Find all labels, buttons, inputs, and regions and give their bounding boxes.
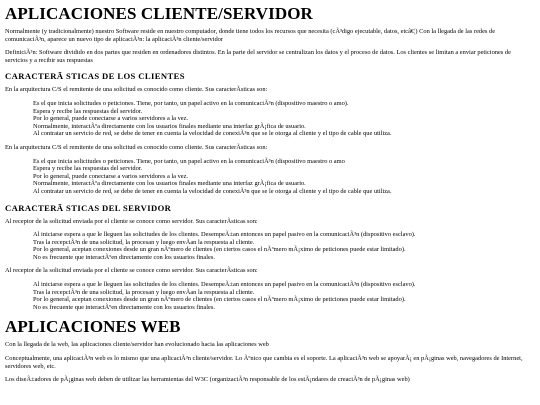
section-heading-clients: CARACTERÃ STICAS DE LOS CLIENTES bbox=[5, 71, 185, 82]
page-title: APLICACIONES CLIENTE/SERVIDOR bbox=[5, 4, 313, 23]
clients-list-repeat bbox=[33, 158, 535, 196]
definition-paragraph: DefiniciÃ³n: Software dividido en dos partes que residen en ordenadores distintos. En la parte del servidor se centralizan los datos y el proceso de datos. Los clientes se limitan a enviar peticiones de servicios y a recibir sus respuestas bbox=[5, 49, 511, 64]
server-intro-repeat: Al receptor de la solicitud enviada por el cliente se conoce como servidor. Sus caracterÃsticas son: bbox=[5, 267, 258, 275]
section-title-web: APLICACIONES WEB bbox=[5, 317, 181, 337]
intro-paragraph: Normalmente (y tradicionalmente) nuestro Software reside en nuestro computador, donde tiene todos los recursos que necesita (cÃ³digo ejecutable, datos, etcâ€¦) Con la llegada de las redes de comunicaciÃ³n, aparece un nuevo tipo de aplicaciÃ³n: la aplicaciÃ³n cliente/servidor bbox=[5, 28, 496, 43]
list-item: Al iniciarse espera a que le lleguen las solicitudes de los clientes. DesempeÃ±an entonces un papel pasivo en la comunicaciÃ³n (dispositivo esclavo). bbox=[33, 231, 416, 239]
section-heading-server: CARACTERÃ STICAS DEL SERVIDOR bbox=[5, 202, 172, 213]
list-item: Por lo general, aceptan conexiones desde un gran nÃºmero de clientes (en ciertos casos el nÃºmero mÃ¡ximo de peticiones puede estar limitado). bbox=[33, 246, 406, 254]
web-paragraph: Con la llegada de la web, las aplicaciones cliente/servidor han evolucionado hacia las aplicaciones web bbox=[5, 341, 269, 349]
list-item: Normalmente, interactÃºa directamente con los usuarios finales mediante una interfaz grÃ¡fica de usuario. bbox=[33, 180, 306, 188]
list-item: Espera y recibe las respuestas del servidor. bbox=[33, 165, 143, 173]
list-item: Tras la recepciÃ³n de una solicitud, la procesan y luego envÃan la respuesta al cliente. bbox=[33, 238, 255, 246]
list-item: Es el que inicia solicitudes o peticiones. Tiene, por tanto, un papel activo en la comunicaciÃ³n (dispositivo maestro o amo bbox=[33, 157, 345, 165]
list-item: No es frecuente que interactÃºen directamente con los usuarios finales. bbox=[33, 303, 215, 311]
list-item: Al iniciarse espera a que le lleguen las solicitudes de los clientes. DesempeÃ±an entonces un papel pasivo en la comunicaciÃ³n (dispositivo esclavo). bbox=[33, 281, 416, 289]
clients-intro: En la arquitectura C/S el remitente de una solicitud es conocido como cliente. Sus caracterÃsticas son: bbox=[5, 86, 268, 94]
list-item: Al contratar un servicio de red, se debe de tener en cuenta la velocidad de conexiÃ³n que se le otorga al cliente y el tipo de cable que utiliza. bbox=[33, 130, 392, 138]
clients-intro-repeat: En la arquitectura C/S el remitente de una solicitud es conocido como cliente. Sus caracterÃsticas son: bbox=[5, 143, 268, 151]
server-list bbox=[33, 231, 535, 261]
list-item: Normalmente, interactÃºa directamente con los usuarios finales mediante una interfaz grÃ¡fica de usuario. bbox=[33, 122, 306, 130]
server-intro: Al receptor de la solicitud enviada por el cliente se conoce como servidor. Sus caracterÃsticas son: bbox=[5, 217, 258, 225]
web-paragraph: Los diseÃ±adores de pÃ¡ginas web deben de utilizar las herramientas del W3C (organizaciÃ³n responsable de los estÃ¡ndares de creaciÃ³n de pÃ¡ginas web) bbox=[5, 376, 410, 384]
web-paragraph: Conceptualmente, una aplicaciÃ³n web es lo mismo que una aplicaciÃ³n cliente/servidor. Lo Ãºnico que cambia es el soporte. La aplicaciÃ³n web se apoyarÃ¡ en pÃ¡ginas web, navegadores de Internet, servidores web, etc. bbox=[5, 355, 523, 370]
list-item: Es el que inicia solicitudes o peticiones. Tiene, por tanto, un papel activo en la comunicaciÃ³n (dispositivo maestro o amo). bbox=[33, 99, 349, 107]
clients-list bbox=[33, 100, 535, 138]
list-item: Tras la recepciÃ³n de una solicitud, la procesan y luego envÃan la respuesta al cliente. bbox=[33, 288, 255, 296]
list-item: Espera y recibe las respuestas del servidor. bbox=[33, 107, 143, 115]
list-item: No es frecuente que interactÃºen directamente con los usuarios finales. bbox=[33, 253, 215, 261]
list-item: Al contratar un servicio de red, se debe de tener en cuenta la velocidad de conexiÃ³n que se le otorga al cliente y el tipo de cable que utiliza. bbox=[33, 187, 392, 195]
list-item: Por lo general, puede conectarse a varios servidores a la vez. bbox=[33, 172, 189, 180]
list-item: Por lo general, aceptan conexiones desde un gran nÃºmero de clientes (en ciertos casos el nÃºmero mÃ¡ximo de peticiones puede estar limitado). bbox=[33, 296, 406, 304]
server-list-repeat bbox=[33, 281, 535, 311]
list-item: Por lo general, puede conectarse a varios servidores a la vez. bbox=[33, 115, 189, 123]
